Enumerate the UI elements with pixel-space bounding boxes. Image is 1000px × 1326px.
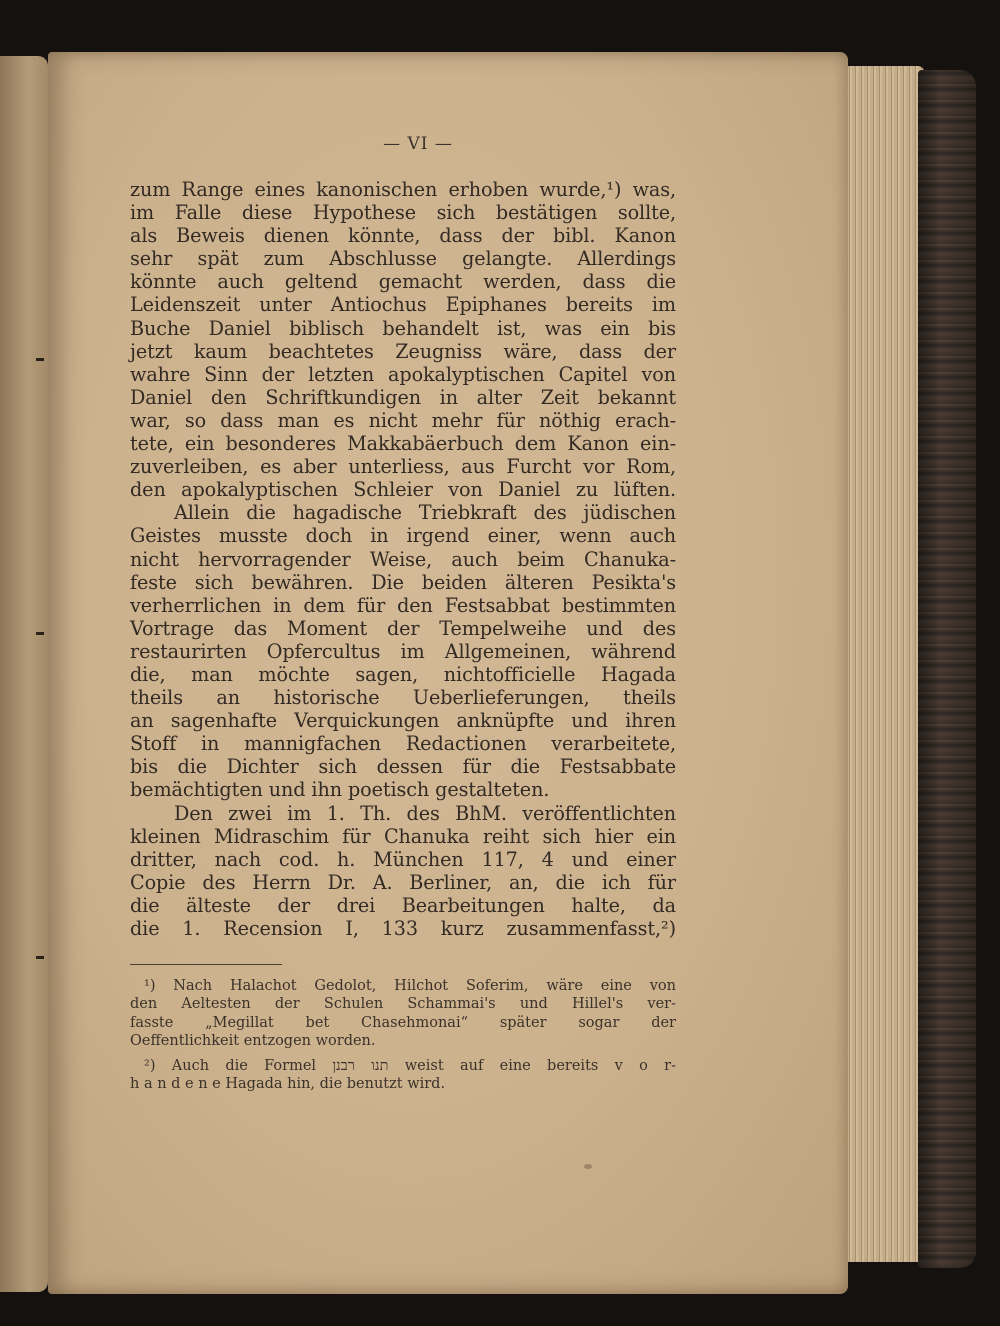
margin-mark [36,632,44,635]
text-line: nicht hervorragender Weise, auch beim Chanuka- [130,547,676,571]
text-line: zum Range eines kanonischen erhoben wurde,¹) was, [130,178,676,201]
text-line: an sagenhafte Verquickungen anknüpfte und ihren [130,709,676,733]
page-block-edges [846,66,924,1262]
text-line: Daniel den Schriftkundigen in alter Zeit bekannt [130,385,676,409]
margin-mark [36,956,44,959]
text-line: sehr spät zum Abschlusse gelangte. Allerdings [130,247,676,271]
footnote-line: h a n d e n e Hagada hin, die benutzt wird. [130,1075,446,1092]
page-number: — VI — [383,134,453,154]
text-line: bemächtigten und ihn poetisch gestalteten. [130,778,550,802]
text-line: wahre Sinn der letzten apokalyptischen Capitel von [130,362,676,386]
text-line: Allein die hagadische Triebkraft des jüdischen [174,501,676,525]
text-line: den apokalyptischen Schleier von Daniel zu lüften. [130,478,676,502]
body-text [130,178,676,940]
footnote-line: den Aeltesten der Schulen Schammai's und Hillel's ver- [130,996,676,1013]
paper-smudge [584,1164,592,1169]
footnote-line: ²) Auch die Formel תנו רבנן weist auf eine bereits v o r- [144,1057,676,1074]
text-line: als Beweis dienen könnte, dass der bibl. Kanon [130,224,676,248]
text-line: Vortrage das Moment der Tempelweihe und des [130,616,676,640]
text-line: war, so dass man es nicht mehr für nöthig erach- [130,408,676,432]
text-line: Buche Daniel biblisch behandelt ist, was ein bis [130,316,676,340]
text-line: die, man möchte sagen, nichtofficielle Hagada [130,662,676,686]
text-line: könnte auch geltend gemacht werden, dass die [130,270,676,294]
footnote-divider [130,964,282,965]
text-line: im Falle diese Hypothese sich bestätigen sollte, [130,201,676,225]
text-line: Den zwei im 1. Th. des BhM. veröffentlichten [174,801,676,825]
text-line: die älteste der drei Bearbeitungen halte, da [130,893,676,917]
book-binding [918,70,976,1268]
text-line: Leidenszeit unter Antiochus Epiphanes bereits im [130,293,676,317]
text-line: Stoff in mannigfachen Redactionen verarbeitete, [130,732,676,756]
margin-mark [36,358,44,361]
footnote-line: ¹) Nach Halachot Gedolot, Hilchot Soferim, wäre eine von [144,978,676,994]
text-line: bis die Dichter sich dessen für die Festsabbate [130,755,676,779]
text-line: feste sich bewähren. Die beiden älteren Pesikta's [130,570,676,594]
text-line: zuverleiben, es aber unterliess, aus Furcht vor Rom, [130,455,676,479]
footnote-line: fasste „Megillat bet Chasehmonai“ später sogar der [130,1014,676,1031]
text-line: jetzt kaum beachtetes Zeugniss wäre, dass der [130,339,676,363]
text-line: dritter, nach cod. h. München 117, 4 und einer [130,847,676,871]
text-line: tete, ein besonderes Makkabäerbuch dem Kanon ein- [130,432,676,456]
text-line: verherrlichen in dem für den Festsabbat bestimmten [130,593,676,617]
text-line: theils an historische Ueberlieferungen, theils [130,686,676,710]
text-line: restaurirten Opfercultus im Allgemeinen, während [130,639,676,663]
text-line: die 1. Recension I, 133 kurz zusammenfasst,²) [130,917,676,940]
text-line: kleinen Midraschim für Chanuka reiht sich hier ein [130,824,676,848]
footnotes [130,977,676,1093]
footnote-line: Oeffentlichkeit entzogen worden. [130,1033,376,1050]
text-line: Geistes musste doch in irgend einer, wenn auch [130,524,676,548]
book-page [48,52,848,1294]
text-line: Copie des Herrn Dr. A. Berliner, an, die ich für [130,870,676,894]
facing-page-edge [0,56,48,1292]
